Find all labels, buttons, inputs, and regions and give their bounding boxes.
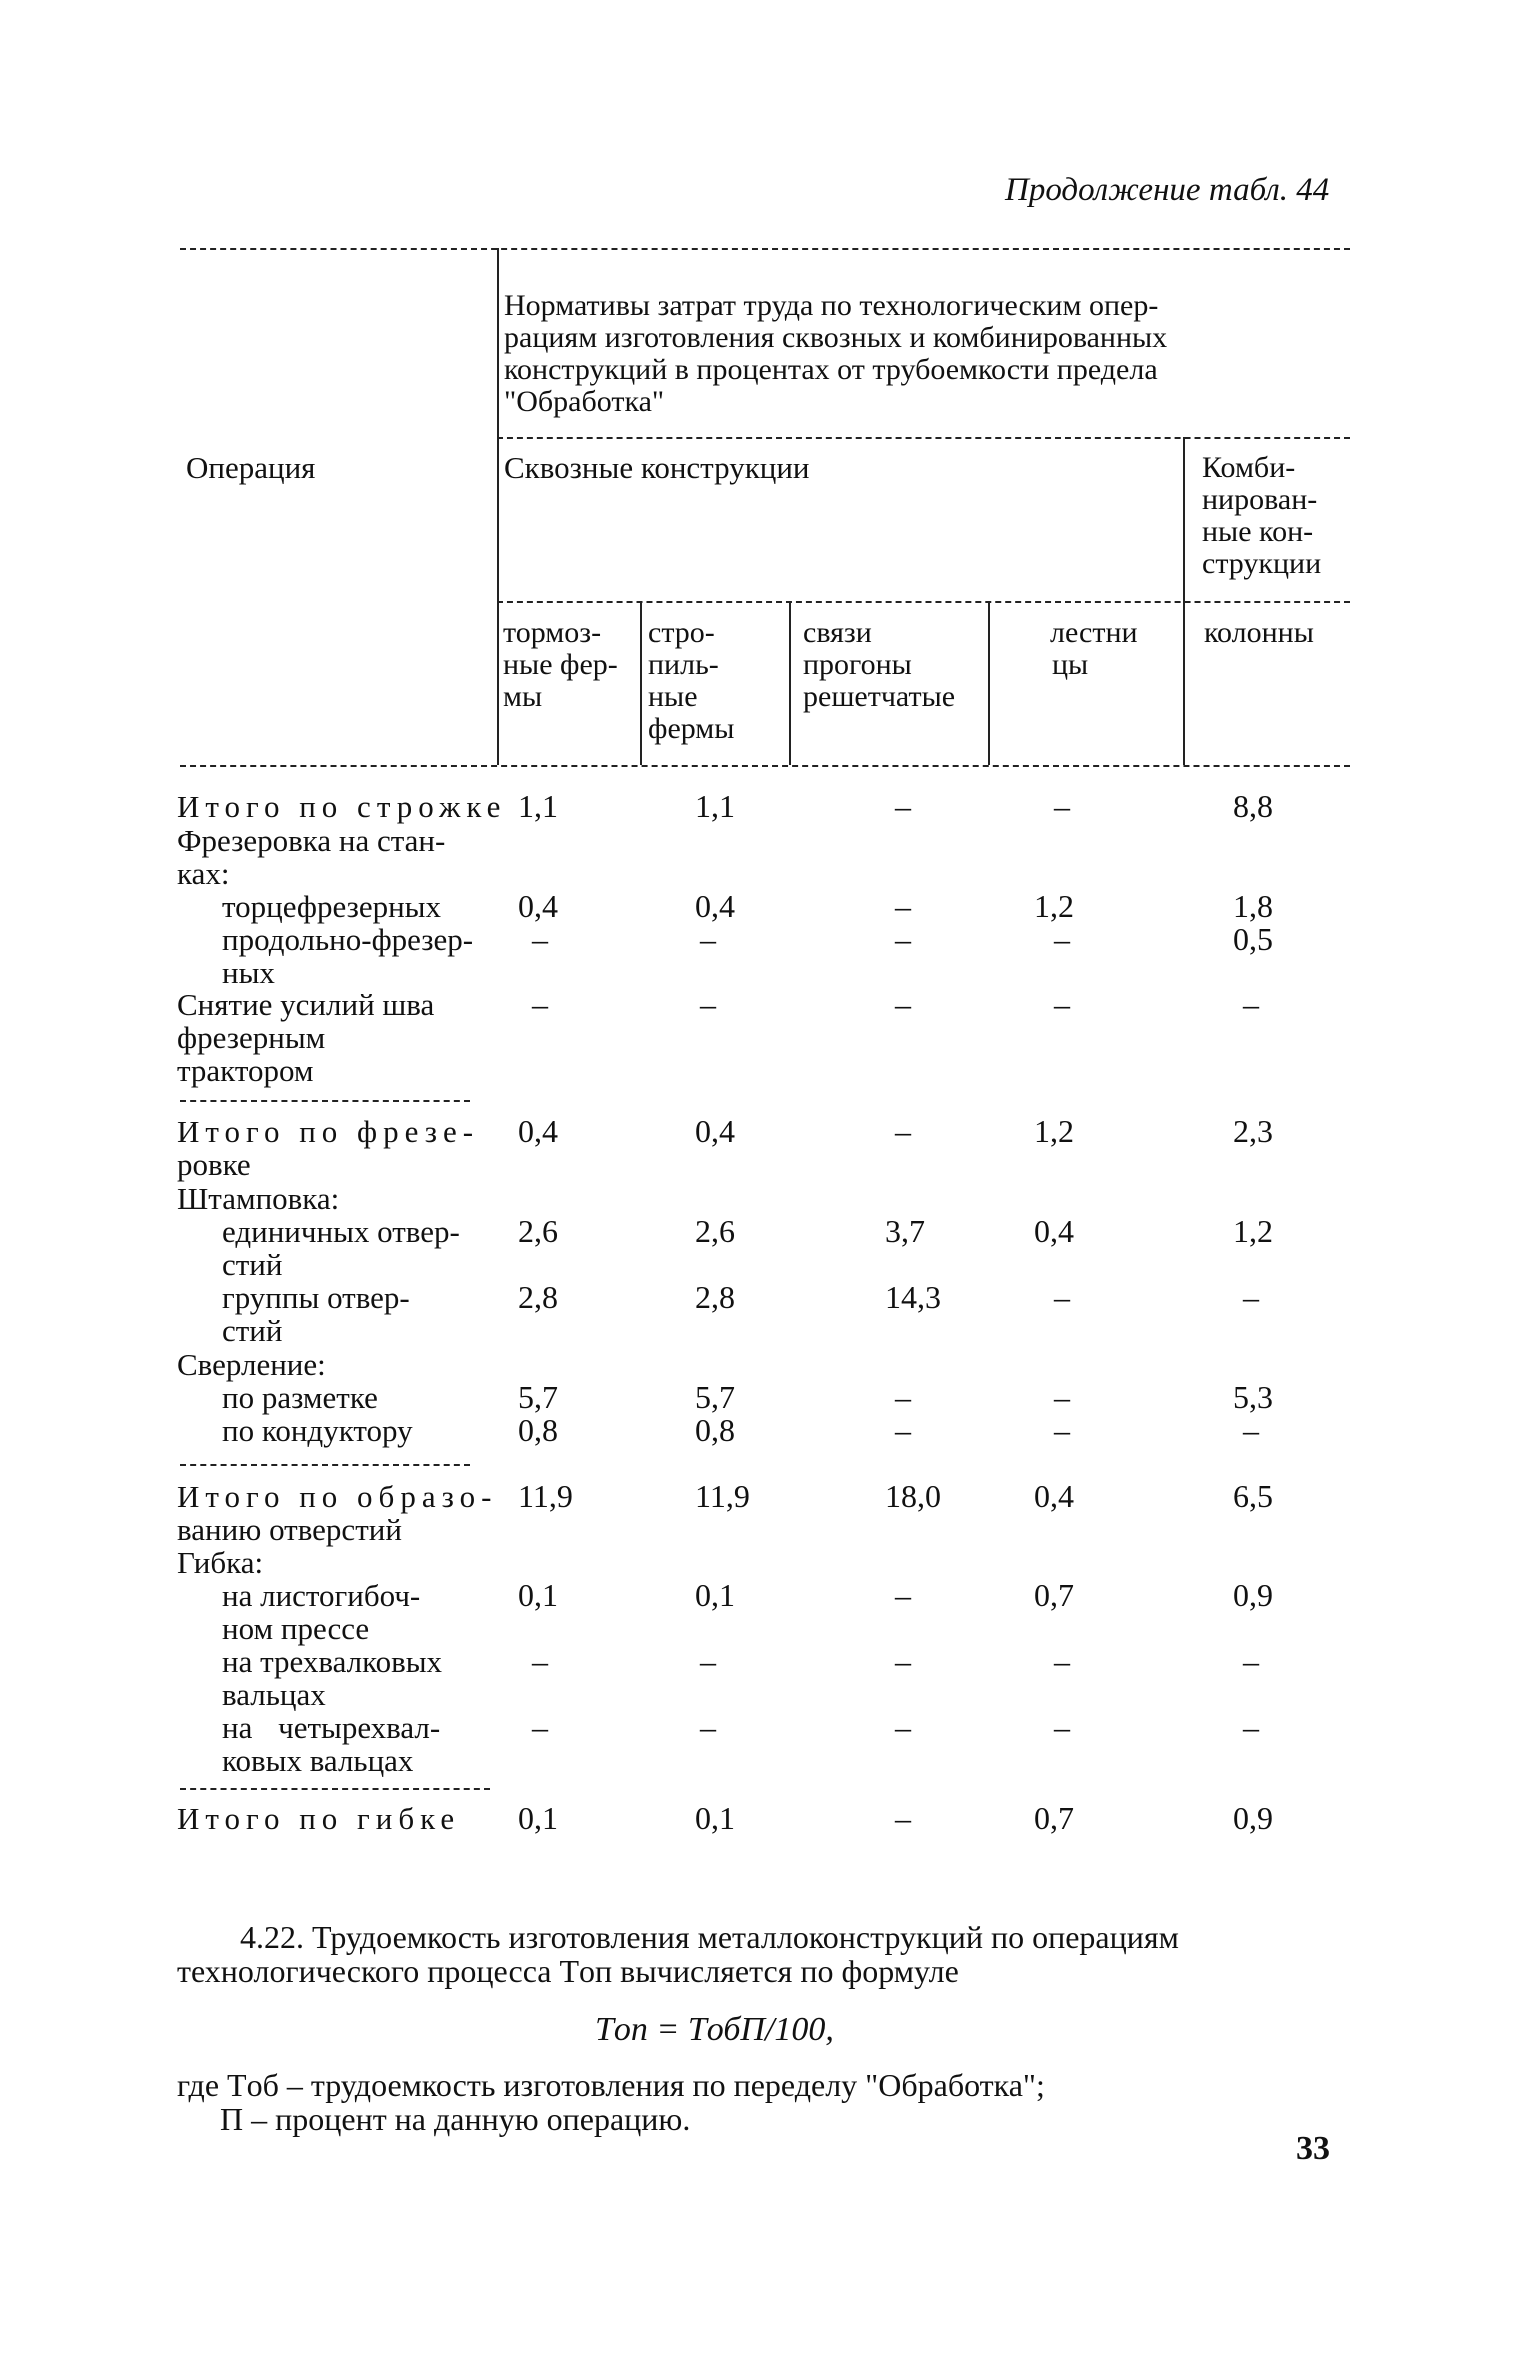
cell-c1: 11,9: [518, 1478, 573, 1514]
row-label: Итого по строжке: [177, 789, 507, 824]
row-label: по разметке: [222, 1380, 378, 1415]
cell-c5: 1,8: [1233, 888, 1273, 924]
cell-c2: 2,6: [695, 1213, 735, 1249]
page-number: 33: [1296, 2130, 1330, 2167]
row-label: Снятие усилий шва фрезерным трактором: [177, 987, 435, 1088]
header-norms: Нормативы затрат труда по технологическим опер- рациям изготовления сквозных и комбинированных конструкций в процентах от трубоемкости предела "Обработка": [504, 289, 1168, 418]
cell-c2: 11,9: [695, 1478, 750, 1514]
cell-c1: 5,7: [518, 1379, 558, 1415]
cell-c5: 2,3: [1233, 1113, 1273, 1149]
cell-c5: –: [1243, 1412, 1259, 1448]
cell-c4: 0,7: [1034, 1800, 1074, 1836]
cell-c5: 6,5: [1233, 1478, 1273, 1514]
col-header-rafter-trusses: стро- пиль- ные фермы: [648, 616, 735, 745]
subtotal-rule: [180, 1788, 490, 1790]
cell-c3: –: [895, 888, 911, 924]
where-line-1: где Tоб – трудоемкость изготовления по переделу "Обработка";: [177, 2067, 1045, 2103]
header-operation: Операция: [186, 450, 316, 485]
cell-c5: –: [1243, 986, 1259, 1022]
cell-c1: 1,1: [518, 788, 558, 824]
cell-c1: –: [532, 986, 548, 1022]
table-caption: Продолжение табл. 44: [1005, 172, 1330, 208]
col-header-stairs: лестни цы: [1050, 616, 1138, 681]
cell-c3: –: [895, 1379, 911, 1415]
table-top-rule: [180, 248, 1350, 250]
where-line-2: П – процент на данную операцию.: [220, 2101, 691, 2137]
cell-c1: 0,4: [518, 1113, 558, 1149]
cell-c4: 1,2: [1034, 888, 1074, 924]
cell-c1: –: [532, 1643, 548, 1679]
cell-c2: 0,1: [695, 1800, 735, 1836]
row-label: по кондуктору: [222, 1413, 413, 1448]
row-label: торцефрезерных: [222, 889, 442, 924]
cell-c1: 2,6: [518, 1213, 558, 1249]
cell-c3: –: [895, 1113, 911, 1149]
cell-c4: –: [1054, 1279, 1070, 1315]
cell-c3: –: [895, 986, 911, 1022]
cell-c4: 0,4: [1034, 1213, 1074, 1249]
cell-c1: 0,8: [518, 1412, 558, 1448]
cell-c1: 2,8: [518, 1279, 558, 1315]
row-label: Итого по образо- ванию отверстий: [177, 1479, 498, 1547]
formula: Tоп = TобП/100,: [595, 2011, 834, 2048]
cell-c5: 5,3: [1233, 1379, 1273, 1415]
cell-c4: –: [1054, 1379, 1070, 1415]
row-label: на трехвалковых вальцах: [222, 1644, 443, 1712]
cell-c3: –: [895, 1577, 911, 1613]
cell-c5: –: [1243, 1643, 1259, 1679]
cell-c3: 3,7: [885, 1213, 925, 1249]
cell-c4: –: [1054, 1643, 1070, 1679]
row-label: группы отвер- стий: [222, 1280, 410, 1348]
cell-c5: 0,9: [1233, 1577, 1273, 1613]
cell-c5: 8,8: [1233, 788, 1273, 824]
cell-c3: –: [895, 1800, 911, 1836]
cell-c2: 2,8: [695, 1279, 735, 1315]
col-header-brake-trusses: тормоз- ные фер- мы: [503, 616, 618, 713]
header-rule-1: [497, 437, 1350, 439]
row-label: единичных отвер- стий: [222, 1214, 460, 1282]
cell-c2: 0,1: [695, 1577, 735, 1613]
header-vline-combined: [1183, 437, 1185, 765]
cell-c4: –: [1054, 1709, 1070, 1745]
cell-c5: 0,9: [1233, 1800, 1273, 1836]
cell-c3: –: [895, 921, 911, 957]
header-vline-1: [640, 601, 642, 765]
cell-c2: 0,8: [695, 1412, 735, 1448]
header-vline-2: [789, 601, 791, 765]
cell-c4: 1,2: [1034, 1113, 1074, 1149]
cell-c3: –: [895, 1412, 911, 1448]
header-vline-3: [988, 601, 990, 765]
row-label: на листогибоч- ном прессе: [222, 1578, 421, 1646]
cell-c1: –: [532, 1709, 548, 1745]
cell-c4: –: [1054, 788, 1070, 824]
col-header-ties: связи прогоны решетчатые: [803, 616, 956, 713]
paragraph-line-1: 4.22. Трудоемкость изготовления металлоконструкций по операциям: [240, 1919, 1179, 1955]
cell-c4: 0,7: [1034, 1577, 1074, 1613]
header-rule-2: [497, 601, 1350, 603]
row-label: Итого по фрезе- ровке: [177, 1114, 480, 1182]
cell-c2: –: [700, 1643, 716, 1679]
cell-c3: –: [895, 1709, 911, 1745]
col-header-columns: колонны: [1204, 616, 1314, 649]
row-label: Гибка:: [177, 1545, 264, 1580]
cell-c3: –: [895, 788, 911, 824]
cell-c1: 0,1: [518, 1800, 558, 1836]
cell-c4: –: [1054, 921, 1070, 957]
cell-c2: 0,4: [695, 1113, 735, 1149]
row-label: Итого по гибке: [177, 1801, 461, 1836]
cell-c1: 0,4: [518, 888, 558, 924]
cell-c2: –: [700, 921, 716, 957]
header-combined: Комби- нирован- ные кон- струкции: [1202, 451, 1322, 580]
cell-c3: –: [895, 1643, 911, 1679]
cell-c5: –: [1243, 1709, 1259, 1745]
cell-c2: 1,1: [695, 788, 735, 824]
row-label: Сверление:: [177, 1347, 326, 1382]
cell-c4: 0,4: [1034, 1478, 1074, 1514]
cell-c2: –: [700, 1709, 716, 1745]
row-label: Штамповка:: [177, 1181, 340, 1216]
header-bottom-rule: [180, 765, 1350, 767]
header-through-constructions: Сквозные конструкции: [504, 450, 810, 485]
cell-c2: 0,4: [695, 888, 735, 924]
paragraph-line-2: технологического процесса Tоп вычисляется по формуле: [177, 1953, 959, 1989]
cell-c4: –: [1054, 986, 1070, 1022]
row-label: продольно-фрезер- ных: [222, 922, 474, 990]
row-label: Фрезеровка на стан- ках:: [177, 823, 446, 891]
cell-c4: –: [1054, 1412, 1070, 1448]
cell-c3: 14,3: [885, 1279, 941, 1315]
header-vline-main: [497, 248, 499, 765]
cell-c5: 0,5: [1233, 921, 1273, 957]
cell-c3: 18,0: [885, 1478, 941, 1514]
cell-c5: –: [1243, 1279, 1259, 1315]
cell-c1: –: [532, 921, 548, 957]
cell-c2: –: [700, 986, 716, 1022]
row-label: на четырехвал- ковых вальцах: [222, 1710, 441, 1778]
subtotal-rule: [180, 1464, 470, 1466]
subtotal-rule: [180, 1100, 470, 1102]
cell-c5: 1,2: [1233, 1213, 1273, 1249]
cell-c2: 5,7: [695, 1379, 735, 1415]
cell-c1: 0,1: [518, 1577, 558, 1613]
